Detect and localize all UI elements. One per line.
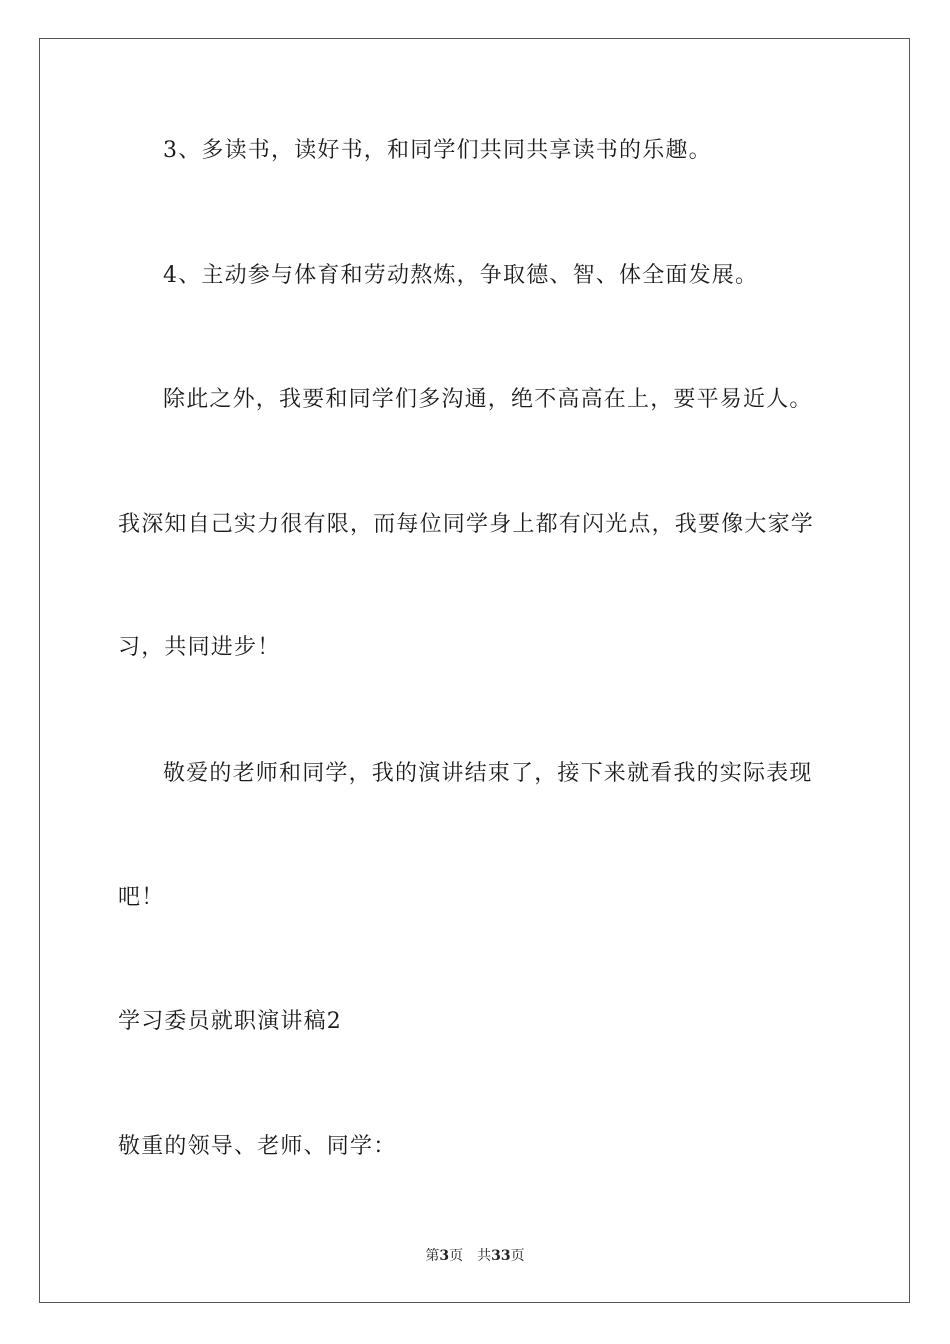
paragraph-know-limits-line2: 习，共同进步！ [118,635,281,660]
salutation: 敬重的领导、老师、同学： [118,1134,397,1159]
page-border [39,38,910,1303]
section-heading: 学习委员就职演讲稿2 [118,1009,342,1034]
paragraph-besides: 除此之外，我要和同学们多沟通，绝不高高在上，要平易近人。 [163,387,813,412]
paragraph-item-4: 4、主动参与体育和劳动熬炼，争取德、智、体全面发展。 [163,263,759,288]
footer-page-suffix: 页 [449,1248,464,1264]
paragraph-closing-line1: 敬爱的老师和同学，我的演讲结束了，接下来就看我的实际表现 [163,761,813,786]
footer-total-suffix: 页 [510,1248,525,1264]
footer-total-pages: 33 [491,1248,511,1264]
footer-page-prefix: 第 [425,1248,440,1264]
paragraph-closing-line2: 吧！ [118,885,165,910]
page-footer [0,1246,950,1266]
paragraph-know-limits-line1: 我深知自己实力很有限，而每位同学身上都有闪光点，我要像大家学 [118,512,815,537]
footer-page-number: 3 [439,1248,450,1264]
footer-total-prefix: 共 [477,1248,492,1264]
paragraph-item-3: 3、多读书，读好书，和同学们共同共享读书的乐趣。 [163,138,712,163]
